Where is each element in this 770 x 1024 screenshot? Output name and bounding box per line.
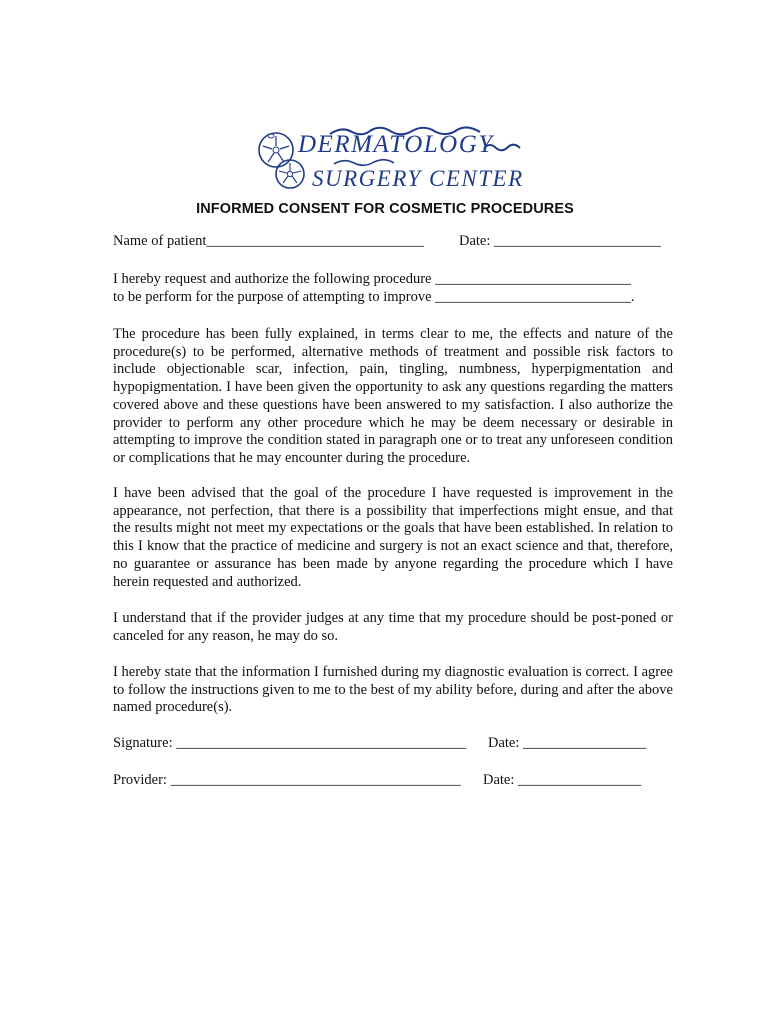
signature-field[interactable]: Signature: ________________________________________ [113, 735, 467, 751]
sand-dollar-icon [259, 133, 293, 167]
expectations-paragraph: I have been advised that the goal of the procedure I have requested is improvement in the appearance, not perfection, that there is a possibility that imperfections might ensue, and that the results might not meet my expectations or the goals that have been established. In relation to this I know that the practice of medicine and surgery is not an exact science and that, therefore, no guarantee or assurance has been made by anyone regarding the procedure which I have herein requested and authorized. [113, 485, 673, 590]
wave-decoration [334, 160, 394, 166]
procedure-request-field[interactable]: I hereby request and authorize the following procedure ___________________________ [113, 271, 631, 287]
logo-line-1: DERMATOLOGY [298, 131, 494, 158]
sand-dollar-icon [276, 160, 304, 188]
patient-date-field[interactable]: Date: _______________________ [459, 233, 661, 249]
explanation-paragraph: The procedure has been fully explained, in terms clear to me, the effects and nature of the procedure(s) to be performed, alternative methods of treatment and possible risk factors to include objectionable scar, infection, pain, tingling, numbness, hyperpigmentation and hypopigmentation. I have been given the opportunity to ask any questions regarding the matters covered above and these questions have been answered to my satisfaction. I also authorize the provider to perform any other procedure which he may be deem necessary or desirable in attempting to improve the condition stated in paragraph one or to treat any unforeseen condition or complications that he may encounter during the procedure. [113, 326, 673, 466]
signature-date-field[interactable]: Date: _________________ [488, 735, 647, 751]
dermatology-surgery-center-logo [252, 120, 527, 194]
provider-date-field[interactable]: Date: _________________ [483, 772, 642, 788]
information-paragraph: I hereby state that the information I furnished during my diagnostic evaluation is correct. I agree to follow the instructions given to me to the best of my ability before, during and after the above named procedure(s). [113, 664, 673, 716]
patient-name-field[interactable]: Name of patient______________________________ [113, 233, 424, 249]
improvement-goal-field[interactable]: to be perform for the purpose of attempting to improve ___________________________. [113, 289, 635, 305]
postpone-paragraph: I understand that if the provider judges at any time that my procedure should be post-poned or canceled for any reason, he may do so. [113, 610, 673, 644]
provider-field[interactable]: Provider: ________________________________________ [113, 772, 461, 788]
form-title: INFORMED CONSENT FOR COSMETIC PROCEDURES [196, 201, 574, 217]
logo-line-2: SURGERY CENTER [312, 166, 524, 191]
